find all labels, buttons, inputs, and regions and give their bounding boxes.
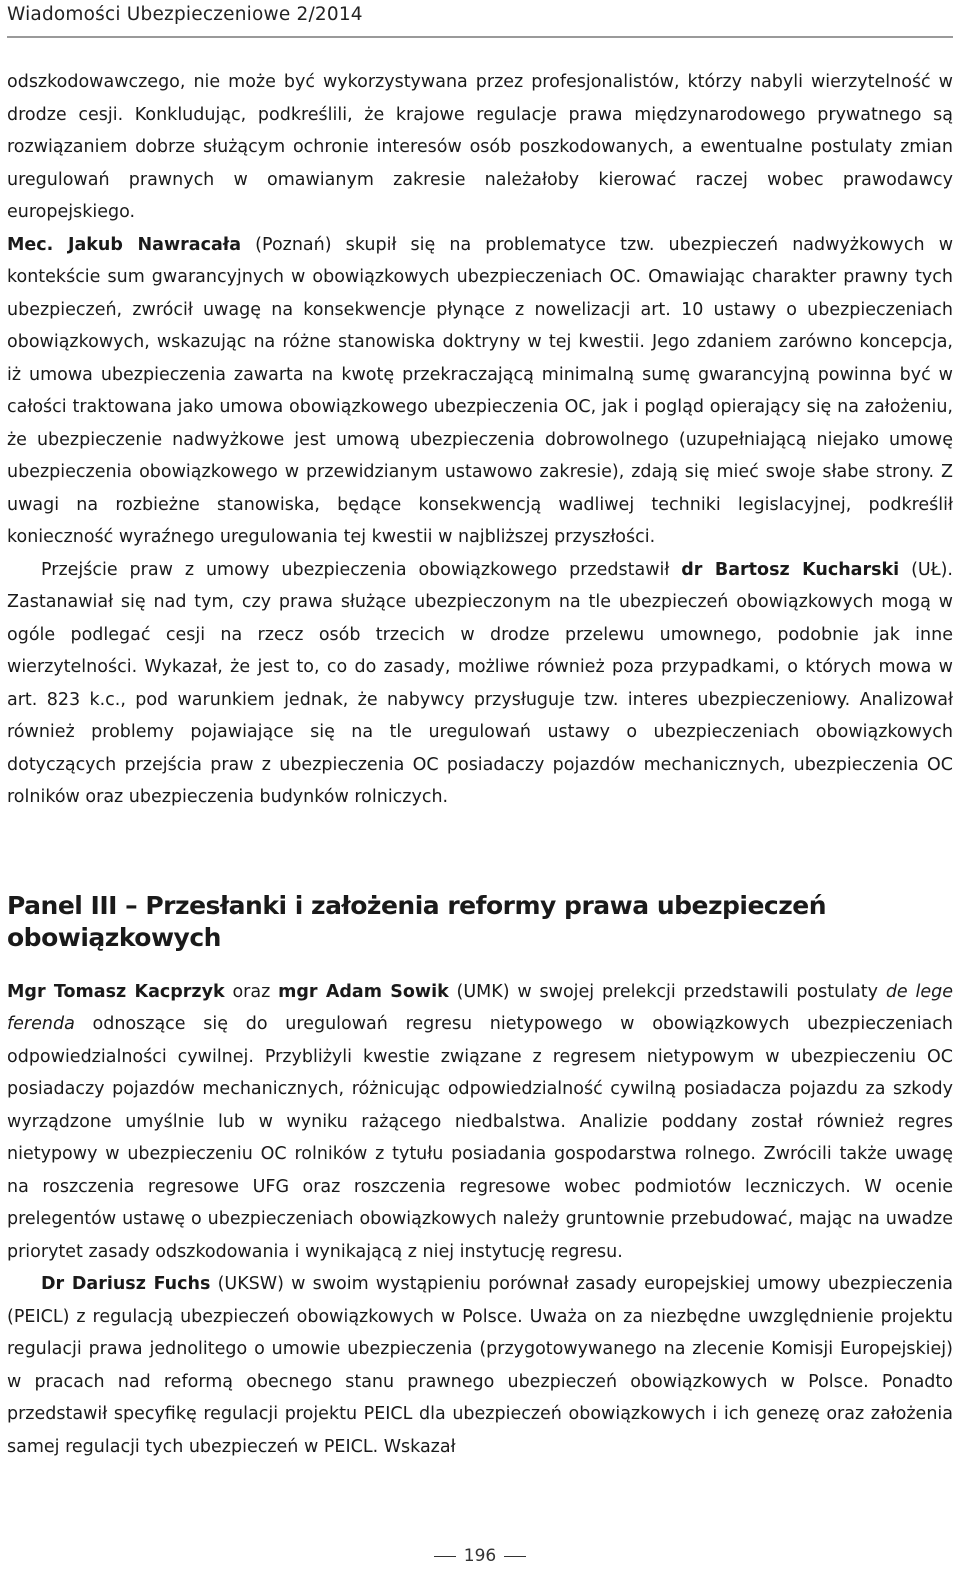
paragraph-text: (UMK) w swojej prelekcji przedstawili postulaty (448, 981, 886, 1002)
paragraph-text: (Poznań) skupił się na problematyce tzw. ubezpieczeń nadwyżkowych w kontekście sum gwarancyjnych w obowiązkowych ubezpieczeniach OC. Omawiając charakter prawny tych ubezpieczeń, zwrócił uwagę na konsekwencje płynące z nowelizacji art. 10 ustawy o ubezpieczeniach obowiązkowych, wskazując na różne stanowiska doktryny w tej kwestii. Jego zdaniem zarówno koncepcja, iż umowa ubezpieczenia zawarta na kwotę przekraczającą minimalną sumę gwarancyjną powinna być w całości traktowana jako umowa obowiązkowego ubezpieczenia OC, jak i pogląd opierający się na założeniu, że ubezpieczenie nadwyżkowe jest umową ubezpieczenia dobrowolnego (uzupełniającą niejako umowę ubezpieczenia obowiązkowego w przewidzianym ustawowo zakresie), zdają się mieć swoje słabe strony. Z uwagi na rozbieżne stanowiska, będące konsekwencją wadliwej techniki legislacyjnej, podkreślił konieczność wyraźnego uregulowania tej kwestii w najbliższej przyszłości. (7, 234, 954, 547)
latin-phrase: de lege ferenda (7, 981, 954, 1034)
page-number: 196 (463, 1546, 497, 1566)
paragraph-text: (UKSW) w swoim wystąpieniu porównał zasady europejskiej umowy ubezpieczenia (PEICL) z regulacją ubezpieczeń obowiązkowych w Polsce. Uważa on za niezbędne uwzględnienie projektu regulacji prawa jednolitego o umowie ubezpieczenia (przygotowywanego na zlecenie Komisji Europejskiej) w pracach nad reformą obecnego stanu prawnego ubezpieczeń obowiązkowych w Polsce. Ponadto przedstawił specyfikę regulacji projektu PEICL dla ubezpieczeń obowiązkowych i ich genezę oraz założenia samej regulacji tych ubezpieczeń w PEICL. Wskazał (7, 1274, 954, 1457)
paragraph-text: odszkodowawczego, nie może być wykorzystywana przez profesjonalistów, którzy nabyli wierzytelność w drodze cesji. Konkludując, podkreślili, że krajowe regulacje prawa międzynarodowego prywatnego są rozwiązaniem dobrze służącym ochronie interesów osób poszkodowanych, a ewentualne postulaty zmian uregulowań prawnych w omawianym zakresie należałoby kierować raczej wobec prawodawcy europejskiego. (7, 72, 953, 222)
paragraph-fuchs (7, 1268, 953, 1463)
paragraph-text: (UŁ). Zastanawiał się nad tym, czy prawa służące ubezpieczonym na tle ubezpieczeń obowiązkowych mogą w ogóle podlegać cesji na rzecz osób trzecich w drodze przelewu umownego, podobnie jak inne wierzytelności. Wykazał, że jest to, co do zasady, możliwe również poza przypadkami, o których mowa w art. 823 k.c., pod warunkiem jednak, że nabywcy przysługuje tzw. interes ubezpieczeniowy. Analizował również problemy pojawiające się na tle uregulowań ustawy o ubezpieczeniach obowiązkowych dotyczących przejścia praw z ubezpieczenia OC posiadaczy pojazdów mechanicznych, ubezpieczenia OC rolników oraz ubezpieczenia budynków rolniczych. (7, 559, 953, 807)
paragraph-conclusion (7, 66, 953, 229)
footer-dash-left (434, 1556, 456, 1557)
paragraph-text: Przejście praw z umowy ubezpieczenia obowiązkowego przedstawił (41, 559, 682, 580)
speaker-name: dr Bartosz Kucharski (681, 559, 900, 580)
journal-title: Wiadomości Ubezpieczeniowe 2/2014 (7, 4, 363, 25)
page-footer (0, 1546, 960, 1566)
running-header (7, 2, 953, 38)
paragraph-text: oraz (224, 981, 279, 1002)
footer-dash-right (504, 1556, 526, 1557)
speaker-name: Dr Dariusz Fuchs (41, 1274, 211, 1294)
paragraph-text: odnoszące się do uregulowań regresu nietypowego w obowiązkowych ubezpieczeniach odpowiedzialności cywilnej. Przybliżyli kwestie związane z regresem nietypowym w ubezpieczeniu OC posiadaczy pojazdów mechanicznych, różnicując odpowiedzialność cywilną posiadacza pojazdu za szkody wyrządzone umyślnie lub w wyniku rażącego niedbalstwa. Analizie poddany został również regres nietypowy w ubezpieczeniu OC rolników z tytułu posiadania gospodarstwa rolnego. Zwrócili także uwagę na roszczenia regresowe UFG oraz roszczenia regresowe wobec podmiotów leczniczych. W ocenie prelegentów ustawę o ubezpieczeniach obowiązkowych należy gruntownie przebudować, mając na uwadze priorytet zasady odszkodowania i wynikającą z niej instytucję regresu. (7, 1014, 953, 1262)
speaker-name: Mec. Jakub Nawracała (7, 234, 242, 255)
article-body (7, 66, 953, 1463)
speaker-name: Mgr Tomasz Kacprzyk (7, 981, 225, 1002)
speaker-name: mgr Adam Sowik (278, 981, 449, 1002)
paragraph-kucharski (7, 554, 953, 814)
paragraph-nawracala (7, 229, 953, 554)
paragraph-kacprzyk-sowik (7, 976, 953, 1269)
section-heading: Panel III – Przesłanki i założenia reformy prawa ubezpieczeń obowiązkowych (7, 890, 827, 952)
